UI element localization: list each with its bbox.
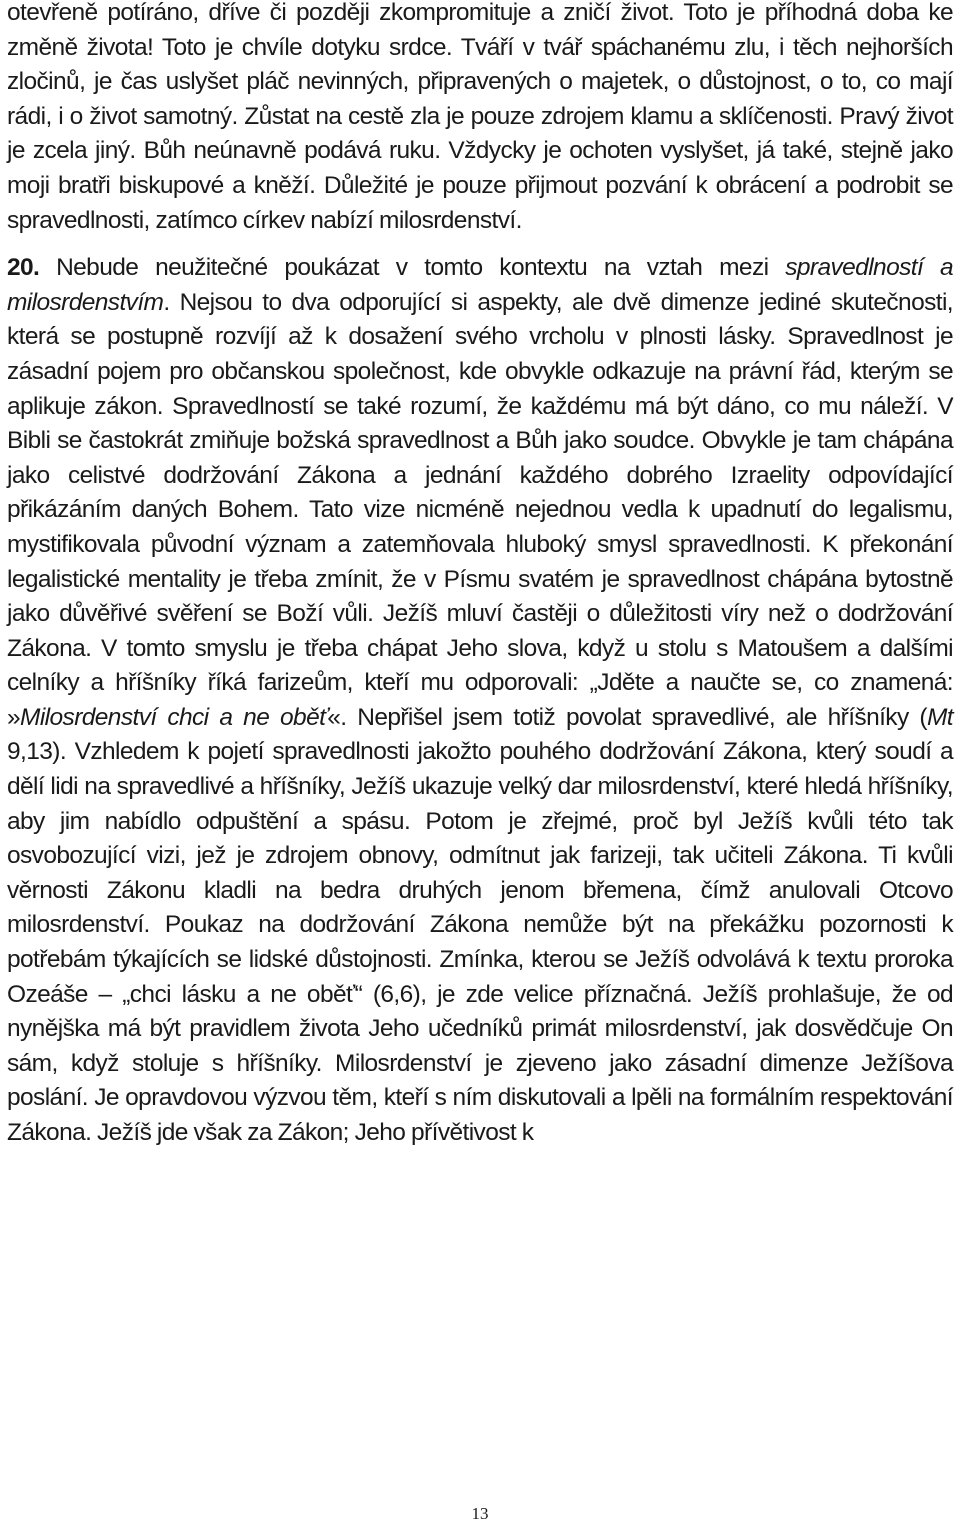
emphasis-justice-mercy: spravedlností a milosrdenstvím <box>7 254 953 316</box>
paragraph-body-1: . Nejsou to dva odporující si aspekty, ale dvě dimenze jediné skutečnosti, která se postupně rozvíjí až k dosažení svého vrcholu v plnosti lásky. Spravedlnost je zásadní pojem pro občanskou společnost, kde obvykle odkazuje na právní řád, kterým se aplikuje zákon. Spravedlností se také rozumí, že každému má být dáno, co mu náleží. V Bibli se častokrát zmiňuje božská spravedlnost a Bůh jako soudce. Obvykle je tam chápána jako celistvé dodržování Zákona a jednání každého dobrého Izraelity odpovídající přikázáním daných Bohem. Tato vize nicméně nejednou vedla k upadnutí do legalismu, mystifikovala původní význam a zatemňovala hluboký smysl spravedlnosti. K překonání legalistické mentality je třeba zmínit, že v Písmu svatém je spravedlnost chápána bytostně jako důvěřivé svěření se Boží vůli. Ježíš mluví častěji o důležitosti víry než o dodržování Zákona. V tomto smyslu je třeba chápat Jeho slova, když u stolu s Matoušem a dalšími celníky a hříšníky říká farizeům, kteří mu odporovali: „Jděte a naučte se, co znamená: » <box>7 288 953 731</box>
quote-mercy: Milosrdenství chci a ne oběť <box>20 703 328 731</box>
paragraph-body-2: «. Nepřišel jsem totiž povolat spravedlivé, ale hříšníky ( <box>327 703 927 731</box>
paragraph-20 <box>7 251 953 1150</box>
paragraph-text: otevřeně potíráno, dříve či později zkompromituje a zničí život. Toto je příhodná doba ke změně života! Toto je chvíle dotyku srdce. Tváří v tvář spáchanému zlu, i těch nejhorších zločinů, je čas uslyšet pláč nevinných, připravených o majetek, o důstojnost, o to, co mají rádi, i o život samotný. Zůstat na cestě zla je pouze zdrojem klamu a sklíčenosti. Pravý život je zcela jiný. Bůh neúnavně podává ruku. Vždycky je ochoten vyslyšet, já také, stejně jako moji bratři biskupové a kněží. Důležité je pouze přijmout pozvání k obrácení a podrobit se spravedlnosti, zatímco církev nabízí milosrdenství. <box>7 0 953 234</box>
paragraph-number: 20. <box>7 254 40 282</box>
paragraph-intro: Nebude neužitečné poukázat v tomto kontextu na vztah mezi <box>56 254 769 282</box>
paragraph-body-3: 9,13). Vzhledem k pojetí spravedlnosti jakožto pouhého dodržování Zákona, který soudí a dělí lidi na spravedlivé a hříšníky, Ježíš ukazuje velký dar milosrdenství, které hledá hříšníky, aby jim nabídlo odpuštění a spásu. Potom je zřejmé, proč byl Ježíš kvůli této tak osvobozující vizi, jež je zdrojem obnovy, odmítnut jak farizeji, tak učiteli Zákona. Ti kvůli věrnosti Zákonu kladli na bedra druhých jenom břemena, čímž anulovali Otcovo milosrdenství. Poukaz na dodržování Zákona nemůže být na překážku pozornosti k potřebám týkajících se lidské důstojnosti. Zmínka, kterou se Ježíš odvolává k textu proroka Ozeáše – „chci lásku a ne oběť“ (6,6), je zde velice příznačná. Ježíš prohlašuje, že od nynějška má být pravidlem života Jeho učedníků primát milosrdenství, jak dosvědčuje On sám, když stoluje s hříšníky. Milosrdenství je zjeveno jako zásadní dimenze Ježíšova poslání. Je opravdovou výzvou těm, kteří s ním diskutovali a lpěli na formálním respektování Zákona. Ježíš jde však za Zákon; Jeho přívětivost k <box>7 738 953 1146</box>
page-number: 13 <box>471 1504 489 1523</box>
reference-book: Mt <box>926 703 953 731</box>
paragraph-continued <box>7 0 953 238</box>
document-page <box>7 0 953 1151</box>
